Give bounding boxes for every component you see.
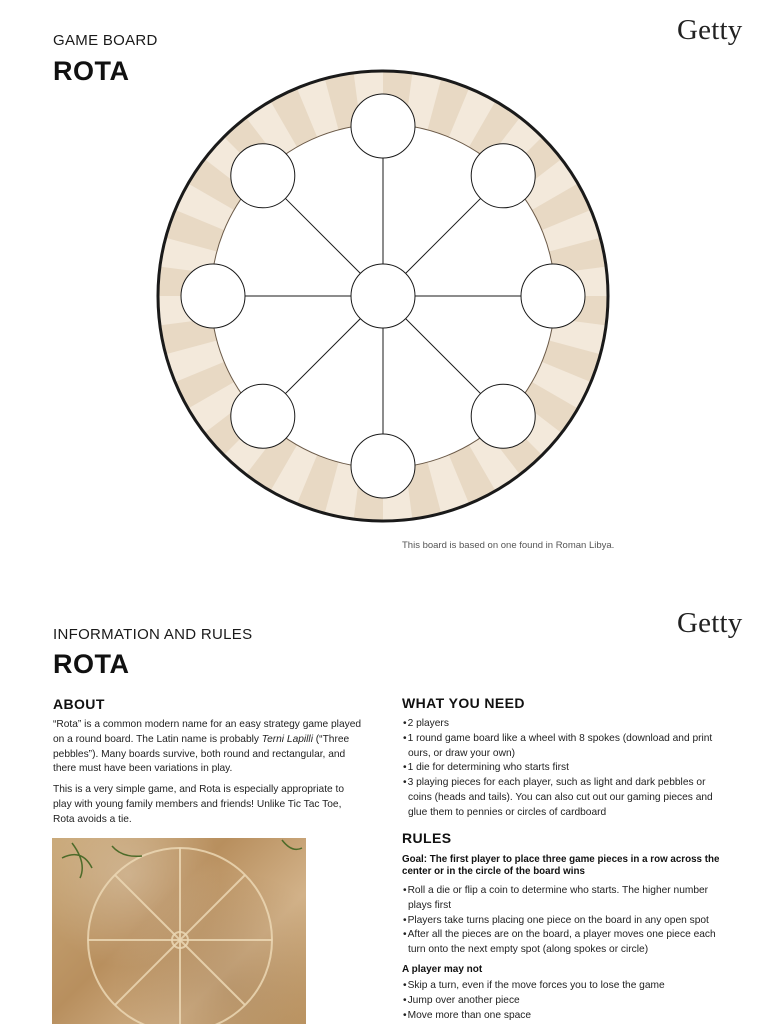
need-list: [402, 717, 720, 821]
rules-list: [402, 884, 720, 958]
ancient-board-photo: [52, 838, 306, 1024]
getty-logo: Getty: [677, 14, 743, 46]
list-item: • Move more than one space: [402, 1009, 720, 1024]
rota-game-board: [154, 67, 614, 527]
list-item: • After all the pieces are on the board, a player moves one piece each turn onto the next empty spot (along spokes or circle): [402, 928, 720, 958]
list-item: • Skip a turn, even if the move forces you to lose the game: [402, 979, 720, 994]
rules-section: [402, 830, 720, 1023]
list-item: • Players take turns placing one piece on the board in any open spot: [402, 914, 720, 929]
need-heading: WHAT YOU NEED: [402, 695, 525, 711]
about-section: [53, 696, 365, 834]
board-spot[interactable]: [471, 384, 535, 448]
about-paragraph-1: [53, 718, 365, 777]
board-title: ROTA: [53, 56, 130, 86]
about-p1-text-end: (“Three pebbles”). Many boards survive, both round and rectangular, and there must have been variations in play.: [53, 733, 350, 775]
about-p1-text: “Rota” is a common modern name for an easy strategy game played on a round board. The Latin name is probably: [53, 719, 362, 745]
ancient-board-carving: [52, 838, 306, 1024]
may-not-heading: A player may not: [402, 963, 483, 975]
board-caption: This board is based on one found in Roman Libya.: [402, 540, 615, 551]
list-item: • 1 die for determining who starts first: [402, 761, 720, 776]
rules-goal: Goal: The first player to place three game pieces in a row across the center or in the circle of the board wins: [402, 854, 720, 877]
list-item: • 1 round game board like a wheel with 8 spokes (download and print ours, or draw your own): [402, 732, 720, 762]
board-spot[interactable]: [351, 94, 415, 158]
list-item: • Roll a die or flip a coin to determine who starts. The higher number plays first: [402, 884, 720, 914]
rules-heading: RULES: [402, 830, 452, 846]
board-spot[interactable]: [521, 264, 585, 328]
getty-logo-2: Getty: [677, 607, 743, 639]
need-section: [402, 695, 720, 821]
may-not-list: [402, 979, 720, 1023]
board-spot[interactable]: [351, 434, 415, 498]
board-spot[interactable]: [231, 384, 295, 448]
board-spot[interactable]: [231, 144, 295, 208]
list-item: • Jump over another piece: [402, 994, 720, 1009]
about-heading: ABOUT: [53, 696, 105, 712]
about-paragraph-2: This is a very simple game, and Rota is especially appropriate to play with young family members and friends! Unlike Tic Tac Toe, Rota avoids a tie.: [53, 784, 345, 825]
board-spot[interactable]: [471, 144, 535, 208]
board-spots: [181, 94, 585, 498]
board-spot[interactable]: [181, 264, 245, 328]
list-item: • 3 playing pieces for each player, such as light and dark pebbles or coins (heads and tails). You can also cut out our gaming pieces and glue them to pennies or circles of cardboard: [402, 776, 720, 820]
board-kicker: GAME BOARD: [53, 32, 158, 49]
board-center-spot[interactable]: [351, 264, 415, 328]
info-kicker: INFORMATION AND RULES: [53, 626, 253, 643]
list-item: • 2 players: [402, 717, 720, 732]
about-p1-latin-name: Terni Lapilli: [261, 733, 313, 745]
info-title: ROTA: [53, 649, 130, 679]
